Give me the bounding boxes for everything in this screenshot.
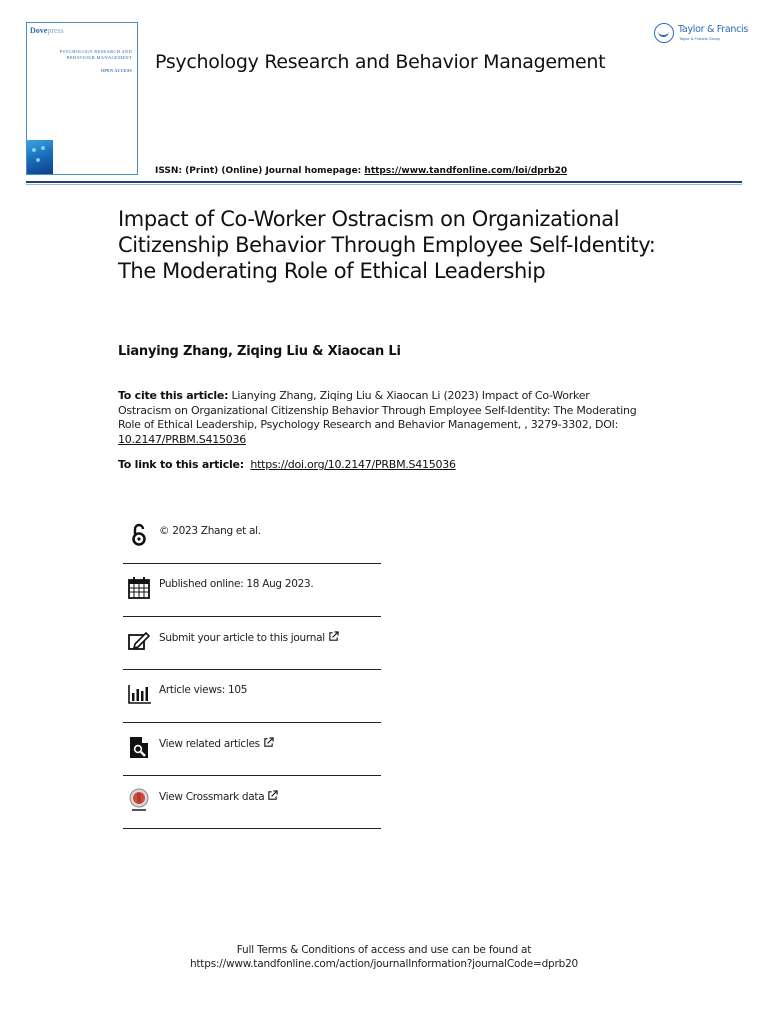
- related-articles-icon: [127, 735, 151, 759]
- footer: [0, 943, 768, 971]
- logo-name: Taylor & Francis: [678, 24, 749, 35]
- footer-terms-link[interactable]: https://www.tandfonline.com/action/journalInformation?journalCode=dprb20: [189, 958, 579, 970]
- taylor-francis-logo[interactable]: [654, 22, 754, 48]
- crossmark-icon: [127, 788, 151, 812]
- related-label: View related articles: [159, 738, 260, 750]
- issn-line: [155, 166, 567, 176]
- submit-row[interactable]: [123, 617, 381, 670]
- published-row: [123, 564, 381, 617]
- related-row[interactable]: [123, 723, 381, 776]
- article-authors[interactable]: Lianying Zhang, Ziqing Liu & Xiaocan Li: [118, 344, 401, 359]
- cover-artwork: [27, 140, 53, 174]
- cite-label: To cite this article:: [118, 389, 229, 402]
- cover-open-access: OPEN ACCESS: [101, 68, 132, 73]
- cite-text: Lianying Zhang, Ziqing Liu & Xiaocan Li (2023) Impact of Co-Worker Ostracism on Organizational Citizenship Behavior Through Employee Self-Identity: The Moderating Role of Ethical Leadership, Psychology Research and Behavior Management, , 3279-3302, DOI:: [118, 389, 637, 431]
- crossmark-label: View Crossmark data: [159, 791, 265, 803]
- article-info-list: [123, 511, 381, 829]
- calendar-icon: [127, 576, 151, 600]
- submit-label: Submit your article to this journal: [159, 632, 325, 644]
- views-text: Article views: 105: [159, 684, 248, 696]
- cover-journal-name: PSYCHOLOGY RESEARCH AND BEHAVIOUR MANAGEMENT: [59, 49, 132, 60]
- journal-cover: [26, 22, 138, 175]
- link-label: To link to this article:: [118, 458, 244, 471]
- bar-chart-icon: [127, 682, 151, 706]
- journal-title[interactable]: Psychology Research and Behavior Management: [155, 51, 606, 73]
- cover-publisher: Dovepress: [30, 26, 64, 35]
- copyright-text: © 2023 Zhang et al.: [159, 525, 261, 537]
- article-doi-url-link[interactable]: https://doi.org/10.2147/PRBM.S415036: [250, 458, 456, 471]
- edit-icon: [127, 629, 151, 653]
- header-divider: [26, 181, 742, 183]
- article-title: Impact of Co-Worker Ostracism on Organizational Citizenship Behavior Through Employee Self-Identity: The Moderating Role of Ethical Leadership: [118, 207, 656, 283]
- related-link[interactable]: [159, 737, 274, 750]
- crossmark-row[interactable]: [123, 776, 381, 829]
- copyright-row: [123, 511, 381, 564]
- views-row: [123, 670, 381, 723]
- external-link-icon: [328, 631, 339, 642]
- doi-link[interactable]: 10.2147/PRBM.S415036: [118, 432, 246, 446]
- crossmark-link[interactable]: [159, 790, 278, 803]
- article-link: [118, 458, 456, 471]
- footer-line-1: Full Terms & Conditions of access and use can be found at: [236, 944, 532, 956]
- external-link-icon: [267, 790, 278, 801]
- submit-link[interactable]: [159, 631, 339, 644]
- published-text: Published online: 18 Aug 2023.: [159, 578, 314, 590]
- external-link-icon: [263, 737, 274, 748]
- journal-homepage-link[interactable]: https://www.tandfonline.com/loi/dprb20: [364, 166, 568, 176]
- open-access-icon: [127, 523, 151, 547]
- citation: [118, 389, 638, 447]
- taylor-francis-logo-icon: [654, 23, 674, 43]
- header-divider-light: [26, 184, 742, 185]
- issn-label: ISSN: (Print) (Online) Journal homepage:: [155, 166, 365, 176]
- logo-subtitle: Taylor & Francis Group: [679, 36, 720, 41]
